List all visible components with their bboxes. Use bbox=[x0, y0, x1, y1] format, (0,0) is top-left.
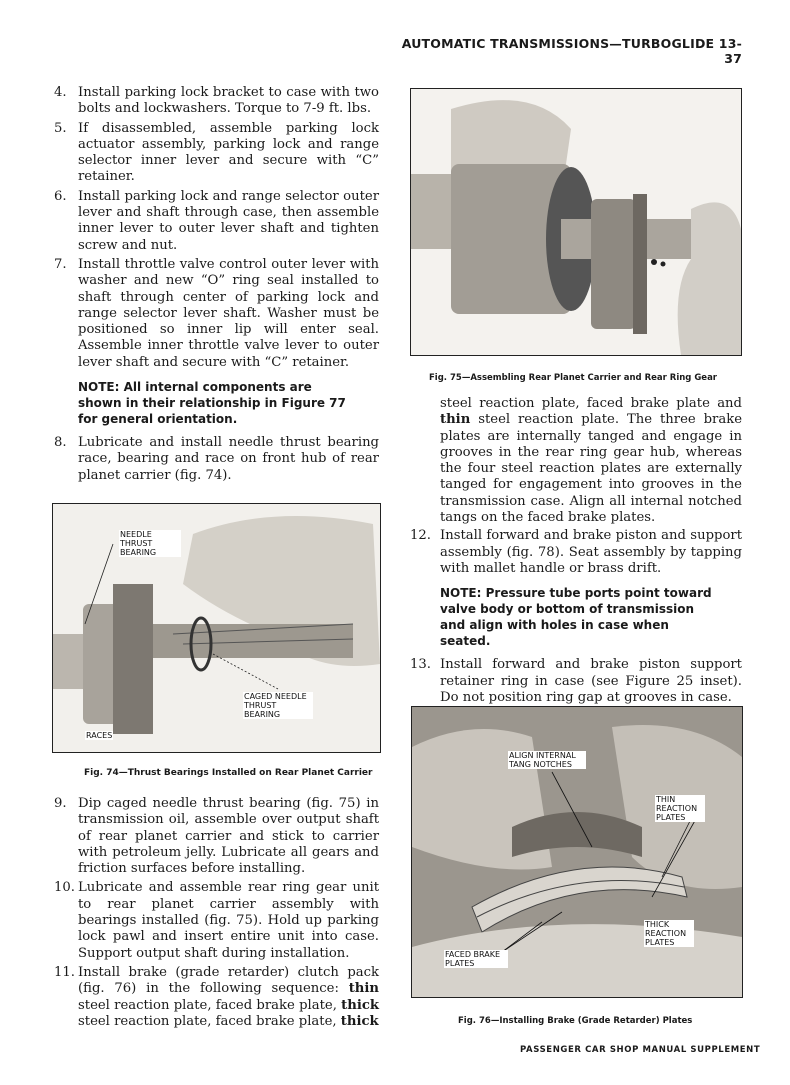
ring-gear-illustration bbox=[411, 89, 741, 355]
figure-74-image bbox=[52, 503, 381, 753]
page-header: AUTOMATIC TRANSMISSIONS—TURBOGLIDE 13-37 bbox=[401, 36, 742, 66]
step-5: 5. If disassembled, assemble parking lock actuator assembly, parking lock and range selector inner lever and secure with “C” retainer. bbox=[54, 120, 379, 185]
step-11-continuation: steel reaction plate, faced brake plate and thin steel reaction plate. The three brake plates are internally tanged and engage in grooves in the rear ring gear hub, whereas the four steel reaction plates are externally tanged for engagement into grooves in the transmission case. Align all internal notched tangs on the faced brake plates. bbox=[440, 396, 742, 526]
figure-76-image bbox=[411, 706, 743, 998]
left-column-bottom bbox=[54, 796, 379, 1033]
left-column-top bbox=[54, 85, 379, 487]
note-pressure-tube-ports: NOTE: Pressure tube ports point toward valve body or bottom of transmission and align with holes in case when seated. bbox=[440, 586, 712, 649]
callout-caged-needle-thrust-bearing: CAGED NEEDLE THRUST BEARING bbox=[243, 692, 313, 719]
figure-75-image bbox=[410, 88, 742, 356]
callout-races: RACES bbox=[86, 731, 113, 740]
figure-74-caption: Fig. 74—Thrust Bearings Installed on Rear Planet Carrier bbox=[84, 768, 373, 778]
step-10: 10. Lubricate and assemble rear ring gear unit to rear planet carrier assembly with bearings installed (fig. 75). Hold up parking lock pawl and insert entire unit into case. Support output shaft during installation. bbox=[54, 880, 379, 961]
callout-faced-brake-plates: FACED BRAKE PLATES bbox=[444, 950, 508, 968]
step-6: 6. Install parking lock and range selector outer lever and shaft through case, then assemble inner lever to outer lever shaft and tighten screw and nut. bbox=[54, 188, 379, 253]
callout-thin-reaction-plates: THIN REACTION PLATES bbox=[655, 795, 705, 822]
step-8: 8. Lubricate and install needle thrust bearing race, bearing and race on front hub of rear planet carrier (fig. 74). bbox=[54, 435, 379, 483]
step-9: 9. Dip caged needle thrust bearing (fig. 75) in transmission oil, assemble over output shaft of rear planet carrier and stick to carrier with petroleum jelly. Lubricate all gears and friction surfaces before installing. bbox=[54, 796, 379, 877]
step-7: 7. Install throttle valve control outer lever with washer and new “O” ring seal installed to shaft through center of parking lock and range selector lever shaft. Washer must be positioned so inner lip will enter seal. Assemble inner throttle valve lever to outer lever shaft and secure with “C” retainer. bbox=[54, 256, 379, 370]
note-internal-components: NOTE: All internal components are shown in their relationship in Figure 77 for general orientation. bbox=[78, 380, 346, 427]
planet-carrier-illustration bbox=[53, 504, 380, 752]
figure-76-caption: Fig. 76—Installing Brake (Grade Retarder) Plates bbox=[458, 1016, 693, 1026]
figure-75-caption: Fig. 75—Assembling Rear Planet Carrier and Rear Ring Gear bbox=[429, 373, 717, 383]
callout-needle-thrust-bearing: NEEDLE THRUST BEARING bbox=[119, 530, 181, 557]
right-column bbox=[410, 396, 742, 709]
callout-thick-reaction-plates: THICK REACTION PLATES bbox=[644, 920, 694, 947]
callout-align-internal-tang-notches: ALIGN INTERNAL TANG NOTCHES bbox=[508, 751, 586, 769]
step-11: 11. Install brake (grade retarder) clutch pack (fig. 76) in the following sequence: thin steel reaction plate, faced brake plate, thick steel reaction plate, faced brake plate, thick bbox=[54, 964, 379, 1029]
page-footer: PASSENGER CAR SHOP MANUAL SUPPLEMENT bbox=[520, 1045, 761, 1055]
step-12: 12. Install forward and brake piston and support assembly (fig. 78). Seat assembly by tapping with mallet handle or brass drift. bbox=[410, 528, 742, 576]
step-13: 13. Install forward and brake piston support retainer ring in case (see Figure 25 inset). Do not position ring gap at grooves in case. bbox=[410, 657, 742, 705]
step-4: 4. Install parking lock bracket to case with two bolts and lockwashers. Torque to 7-9 ft. lbs. bbox=[54, 85, 379, 117]
